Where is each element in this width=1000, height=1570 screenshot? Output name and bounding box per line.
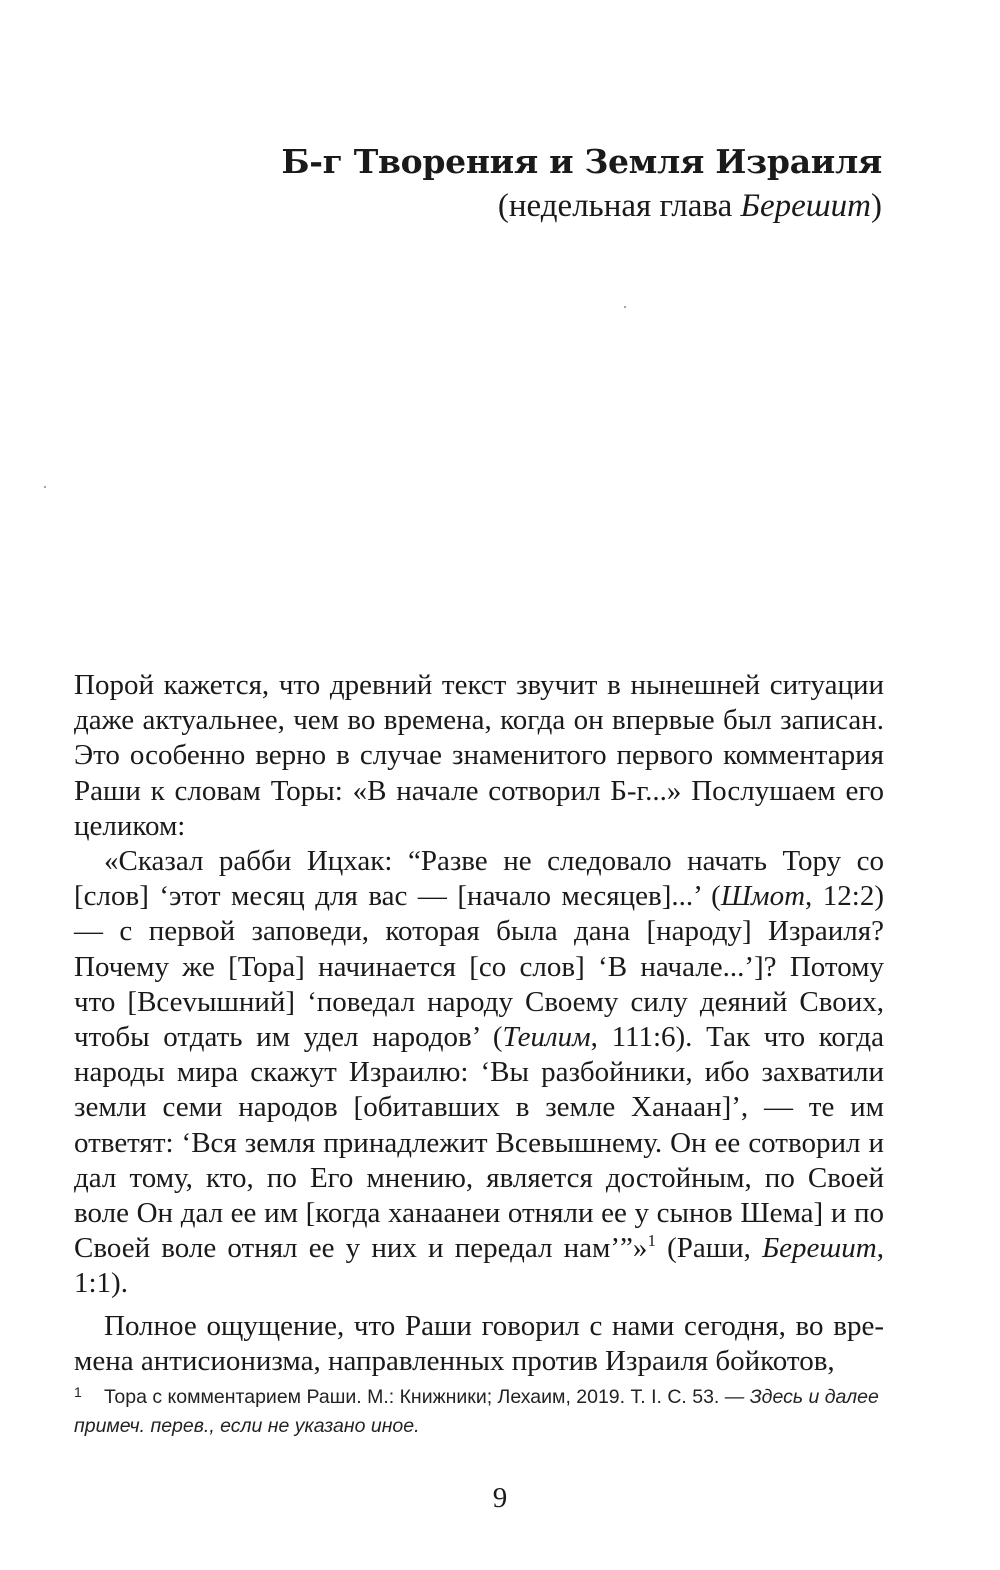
paragraph-2-quote — [74, 844, 884, 1302]
footnote-note: Здесь и далее примеч. перев., если не указано иное. — [74, 1386, 879, 1437]
quote-text: , 12:2) — с первой заповеди, которая была дана [народу] Израиля? Почему же [Тора] начинается [со слов] ‘В начале...’]? Потому что [Всеvышний] ‘поведал народу Своему силу деяний Своих, чтобы отдать им удел народов’ ( — [74, 880, 884, 1054]
chapter-heading — [281, 140, 882, 228]
footnote-text: Тора с комментарием Раши. М.: Книжники; Лехаим, 2019. Т. I. С. 53. — — [104, 1386, 750, 1408]
source-teilim: Теилим — [502, 1021, 591, 1054]
paper-speck — [624, 306, 626, 308]
subtitle-suffix: ) — [871, 188, 882, 224]
paper-speck — [44, 486, 46, 488]
quote-text: (Раши, — [655, 1232, 763, 1265]
paragraph-3: Полное ощущение, что Раши говорил с нами сегодня, во времена антисионизма, направленных против Израиля бойкотов, — [74, 1309, 884, 1377]
chapter-subtitle — [281, 184, 882, 228]
paragraph-1: Порой кажется, что древний текст звучит в нынешней ситуации даже актуальнее, чем во времена, когда он впервые был записан. Это особенно верно в случае знаменитого первого комментария Раши к словам Торы: «В начале сотворил Б-г...» Послушаем его целиком: — [74, 669, 884, 842]
source-bereshit: Берешит — [762, 1232, 877, 1265]
footnote-ref[interactable]: 1 — [647, 1231, 656, 1251]
subtitle-prefix: (недельная глава — [497, 188, 741, 224]
subtitle-italic: Берешит — [740, 188, 871, 224]
body-text — [74, 668, 884, 1379]
footnote — [74, 1378, 884, 1441]
chapter-title: Б-г Творения и Земля Израиля — [281, 142, 882, 181]
footnote-number: 1 — [74, 1384, 82, 1400]
quote-text: «Сказал рабби Ицхак: “Разве не следовало начать Тору со [слов] ‘этот месяц для вас — [начало месяцев]...’ ( — [74, 845, 884, 913]
quote-text: , 1:1). — [74, 1232, 884, 1300]
quote-text: , 111:6). Так что когда народы мира скажут Израилю: ‘Вы разбойники, ибо захватили земли семи народов [обитавших в земле Ханаан]’, — те им ответят: ‘Вся земля принадлежит Всевышнему. Он ее сотворил и дал тому, кто, по Его мнению, является достойным, по Своей воле Он дал ее им [когда ханаанеи отняли ее у сынов Шема] и по Своей воле отнял ее у них и передал нам’”» — [74, 1021, 884, 1265]
page-number: 9 — [492, 1482, 508, 1514]
source-shmot: Шмот — [720, 880, 806, 913]
